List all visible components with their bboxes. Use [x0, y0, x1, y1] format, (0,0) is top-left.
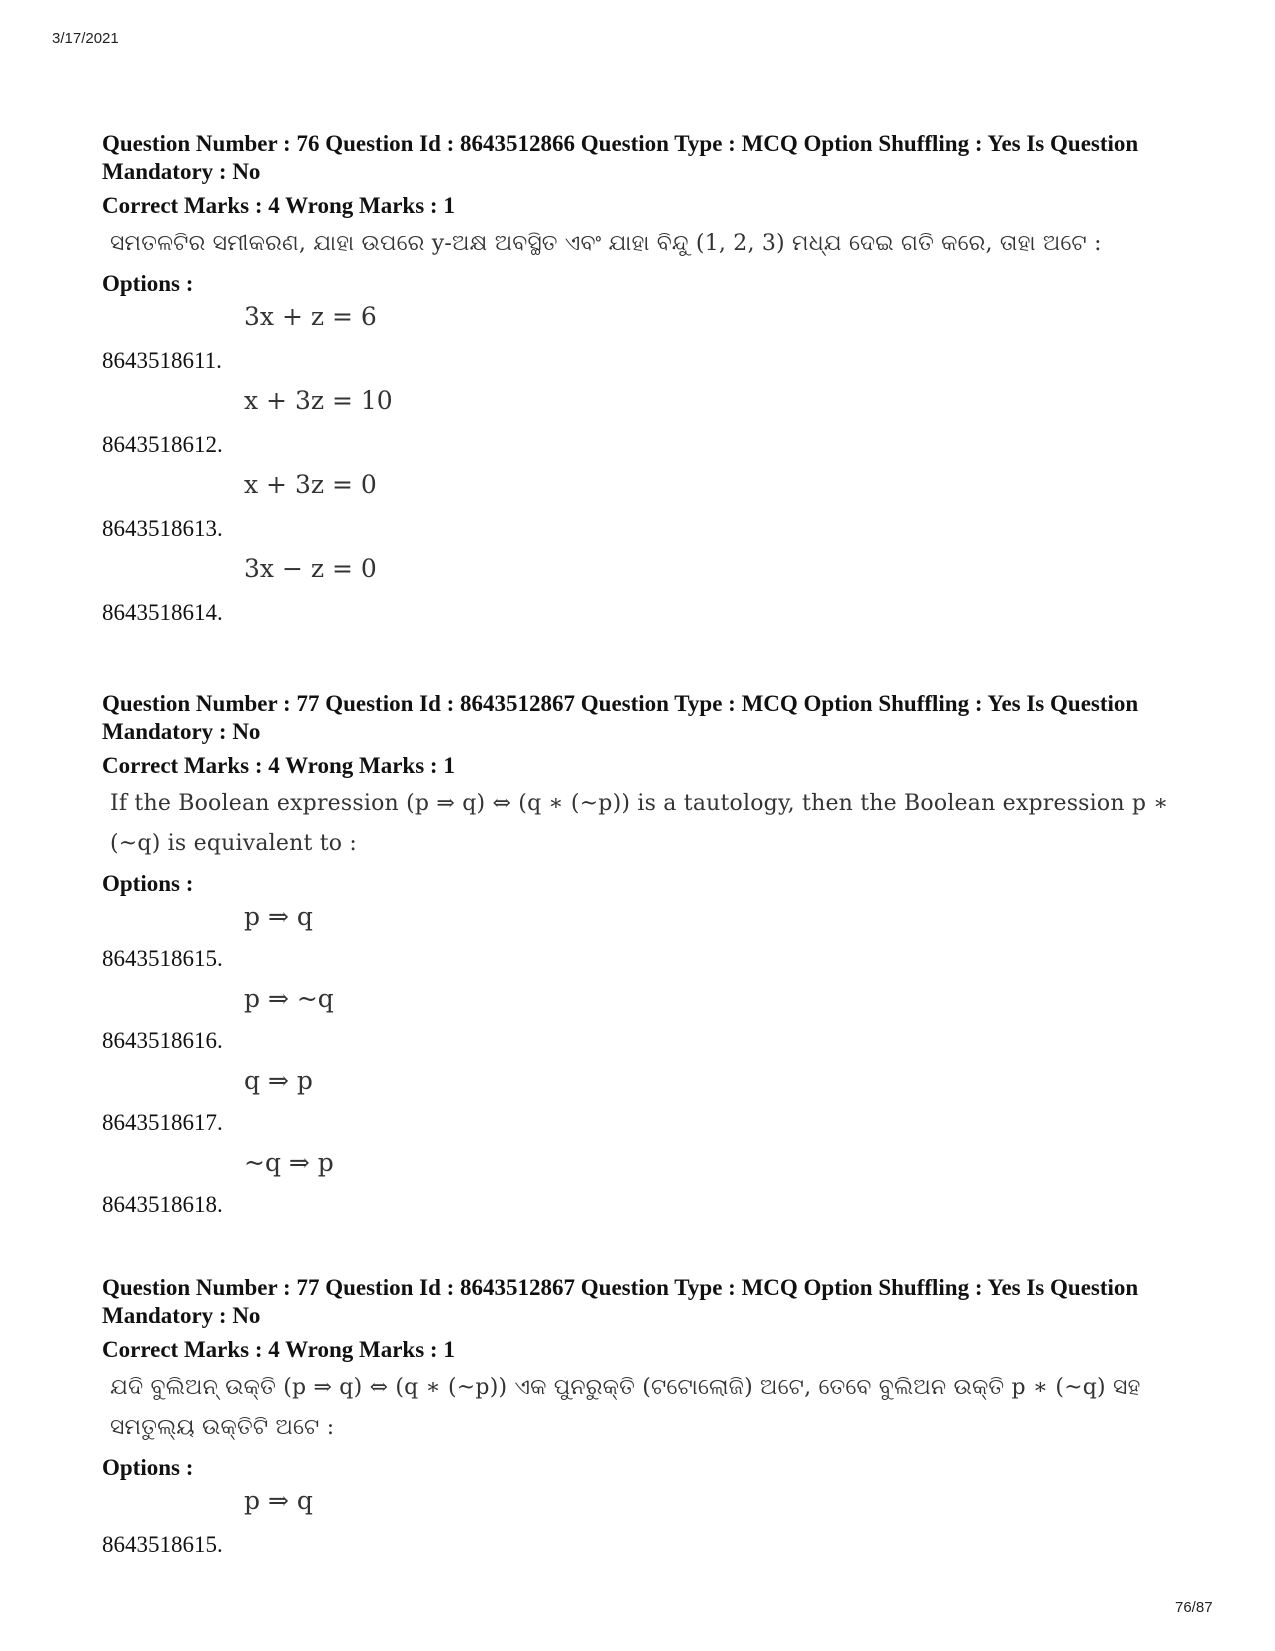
question-block — [102, 690, 1192, 1226]
option-id: 8643518618. — [102, 1192, 223, 1217]
question-marks: Correct Marks : 4 Wrong Marks : 1 — [102, 1337, 455, 1362]
option-expression: 3x + z = 6 — [244, 302, 377, 331]
question-text: ଯଦି ବୁଲିଅନ୍ ଉକ୍ତି (p ⇒ q) ⇔ (q ∗ (~p)) ଏକ ପୁନରୁକ୍ତି (ଟଟୋଲୋଜି) ଅଟେ, ତେବେ ବୁଲିଅନ ଉକ୍ତି p ∗ (~q) ସହ ସମତୁଲ୍ୟ ଉକ୍ତିଟି ଅଟେ : — [110, 1375, 1141, 1440]
option-item — [102, 550, 1192, 634]
option-item — [102, 1062, 1192, 1144]
question-text: ସମତଳଟିର ସମୀକରଣ, ଯାହା ଉପରେ y-ଅକ୍ଷ ଅବସ୍ଥିତ ଏବଂ ଯାହା ବିନ୍ଦୁ (1, 2, 3) ମଧ୍ଯ ଦେଇ ଗତି କରେ, ତାହା ଅଟେ : — [110, 231, 1102, 256]
question-marks: Correct Marks : 4 Wrong Marks : 1 — [102, 753, 455, 778]
print-date: 3/17/2021 — [52, 30, 119, 47]
option-expression: p ⇒ ~q — [244, 984, 334, 1013]
option-id: 8643518615. — [102, 946, 223, 971]
option-id: 8643518611. — [102, 348, 222, 373]
question-header: Question Number : 77 Question Id : 8643512867 Question Type : MCQ Option Shuffling : Yes Is Question Mandatory : No — [102, 691, 1139, 744]
option-item — [102, 1482, 1192, 1566]
option-item — [102, 382, 1192, 466]
option-id: 8643518613. — [102, 516, 223, 541]
question-header: Question Number : 76 Question Id : 8643512866 Question Type : MCQ Option Shuffling : Yes Is Question Mandatory : No — [102, 131, 1139, 184]
option-expression: x + 3z = 0 — [244, 470, 377, 499]
option-item — [102, 298, 1192, 382]
option-id: 8643518616. — [102, 1028, 223, 1053]
option-expression: p ⇒ q — [244, 1486, 313, 1515]
option-item — [102, 1144, 1192, 1226]
option-id: 8643518617. — [102, 1110, 223, 1135]
option-expression: ~q ⇒ p — [244, 1148, 334, 1177]
options-label: Options : — [102, 871, 194, 896]
options-label: Options : — [102, 1455, 194, 1480]
option-expression: q ⇒ p — [244, 1066, 313, 1095]
option-id: 8643518615. — [102, 1532, 223, 1557]
option-id: 8643518612. — [102, 432, 223, 457]
option-id: 8643518614. — [102, 600, 223, 625]
question-header: Question Number : 77 Question Id : 8643512867 Question Type : MCQ Option Shuffling : Yes Is Question Mandatory : No — [102, 1275, 1139, 1328]
option-expression: p ⇒ q — [244, 902, 313, 931]
question-text: If the Boolean expression (p ⇒ q) ⇔ (q ∗ (~p)) is a tautology, then the Boolean expression p ∗ (~q) is equivalent to : — [110, 791, 1169, 856]
question-block — [102, 1274, 1192, 1566]
option-item — [102, 980, 1192, 1062]
options-label: Options : — [102, 271, 194, 296]
page-number: 76/87 — [1175, 1599, 1213, 1616]
question-marks: Correct Marks : 4 Wrong Marks : 1 — [102, 193, 455, 218]
option-item — [102, 898, 1192, 980]
option-expression: x + 3z = 10 — [244, 386, 393, 415]
question-block — [102, 130, 1192, 634]
option-expression: 3x − z = 0 — [244, 554, 377, 583]
option-item — [102, 466, 1192, 550]
